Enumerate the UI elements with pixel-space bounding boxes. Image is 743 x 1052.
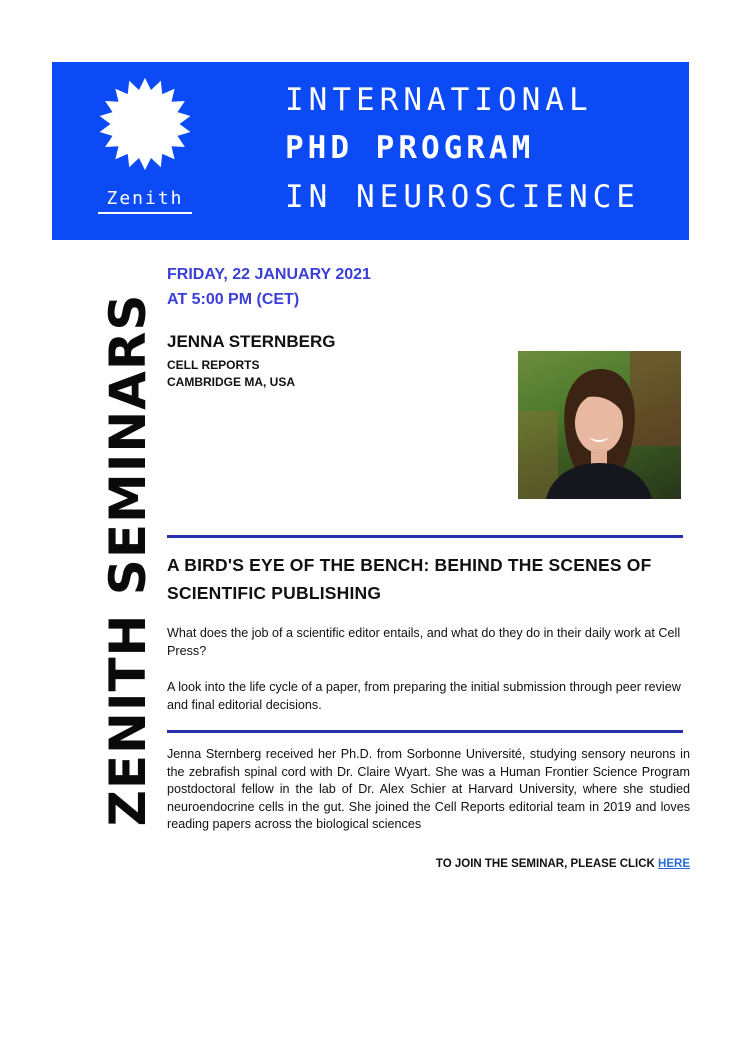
- talk-title: A BIRD'S EYE OF THE BENCH: BEHIND THE SCENES OF SCIENTIFIC PUBLISHING: [167, 555, 652, 603]
- join-seminar-line: [167, 858, 690, 870]
- event-datetime: [167, 262, 371, 312]
- speaker-affiliation: CELL REPORTS: [167, 358, 260, 372]
- speaker-location: CAMBRIDGE MA, USA: [167, 375, 295, 389]
- talk-abstract-paragraph-2: A look into the life cycle of a paper, from preparing the initial submission through peer review and final editorial decisions.: [167, 680, 681, 712]
- speaker-name: JENNA STERNBERG: [167, 332, 336, 351]
- speaker-affiliation-block: [167, 357, 295, 391]
- event-date: FRIDAY, 22 JANUARY 2021: [167, 266, 371, 283]
- header-banner: [52, 62, 689, 240]
- logo-wordmark: Zenith: [98, 188, 192, 214]
- join-seminar-text: TO JOIN THE SEMINAR, PLEASE CLICK: [435, 858, 659, 870]
- divider-bottom: [167, 730, 683, 733]
- join-seminar-link[interactable]: HERE: [658, 858, 690, 870]
- program-title-line-1: INTERNATIONAL: [285, 82, 593, 118]
- sun-burst-icon: [97, 76, 193, 172]
- speaker-photo: [518, 351, 681, 499]
- divider-top: [167, 535, 683, 538]
- program-title-line-2: PHD PROGRAM: [285, 130, 535, 166]
- series-title-vertical: ZENITH SEMINARS: [99, 293, 157, 827]
- speaker-bio: Jenna Sternberg received her Ph.D. from Sorbonne Université, studying sensory neurons in the zebrafish spinal cord with Dr. Claire Wyart. She was a Human Frontier Science Program postdoctoral fellow in the lab of Dr. Alex Schier at Harvard University, where she studied neuroendocrine cells in the gut. She joined the Cell Reports editorial team in 2019 and loves reading papers across the biological sciences: [167, 747, 690, 832]
- talk-abstract-paragraph-1: What does the job of a scientific editor entails, and what do they do in their daily work at Cell Press?: [167, 626, 681, 658]
- program-title-line-3: IN NEUROSCIENCE: [285, 179, 640, 215]
- event-time: AT 5:00 PM (CET): [167, 291, 300, 308]
